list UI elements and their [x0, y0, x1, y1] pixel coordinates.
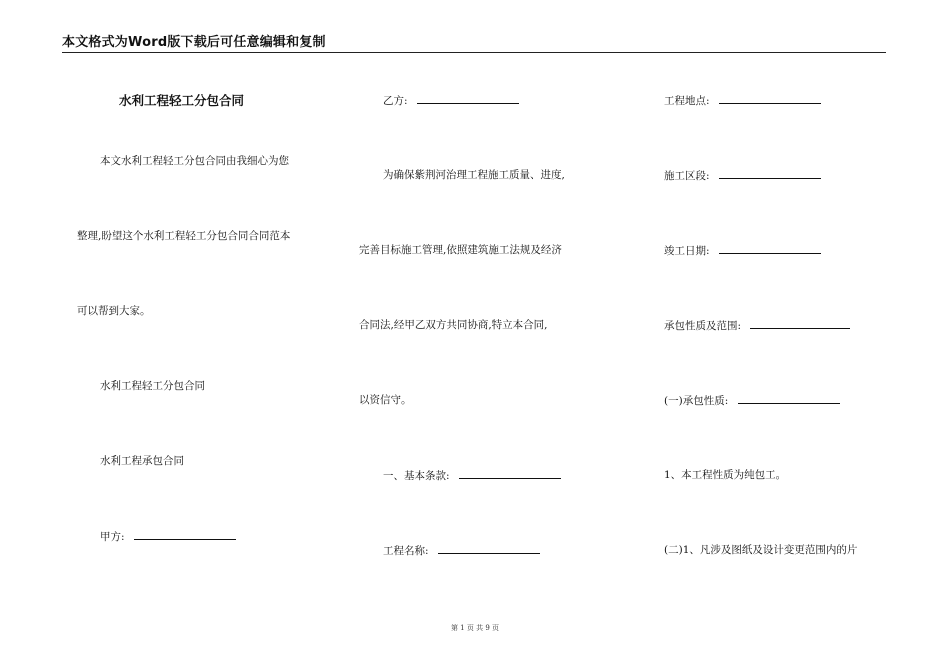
nature-scope-label: 承包性质及范围: — [664, 320, 742, 332]
basic-terms-line — [383, 468, 561, 483]
location-label: 工程地点: — [664, 95, 710, 107]
party-b-label: 乙方: — [383, 95, 408, 107]
intro-line-2: 整理,盼望这个水利工程轻工分包合同合同范本 — [77, 230, 291, 242]
party-a-label: 甲方: — [100, 531, 125, 543]
basic-terms-label: 一、基本条款: — [383, 470, 450, 482]
header-divider — [62, 52, 886, 53]
page-prefix: 第 — [450, 624, 458, 632]
party-a-line — [100, 529, 236, 544]
location-blank — [719, 93, 821, 104]
nature-scope-blank — [750, 318, 850, 329]
document-header: 本文格式为Word版下载后可任意编辑和复制 — [62, 35, 326, 50]
basic-terms-blank — [459, 468, 561, 479]
page-mid: 页 共 — [466, 624, 484, 632]
section-line — [664, 168, 821, 183]
project-name-label: 工程名称: — [383, 545, 429, 557]
intro-line-3: 可以帮到大家。 — [77, 305, 151, 317]
completion-label: 竣工日期: — [664, 245, 710, 257]
scope-item-1: (二)1、凡涉及图纸及设计变更范围内的片 — [664, 544, 858, 556]
subtitle-light-work: 水利工程轻工分包合同 — [100, 380, 205, 392]
purpose-line-2: 完善目标施工管理,依照建筑施工法规及经济 — [359, 244, 562, 256]
project-name-line — [383, 543, 540, 558]
subtitle-contract: 水利工程承包合同 — [100, 455, 184, 467]
page-total: 9 — [485, 624, 490, 632]
location-line — [664, 93, 821, 108]
completion-blank — [719, 243, 821, 254]
purpose-line-4: 以资信守。 — [359, 394, 412, 406]
page-suffix: 页 — [492, 624, 500, 632]
nature-label: (一)承包性质: — [664, 395, 729, 407]
project-name-blank — [438, 543, 540, 554]
page-footer — [0, 623, 950, 633]
nature-line — [664, 393, 840, 408]
party-b-blank — [417, 93, 519, 104]
nature-scope-line — [664, 318, 850, 333]
document-title: 水利工程轻工分包合同 — [119, 93, 245, 108]
party-b-line — [383, 93, 519, 108]
purpose-line-1: 为确保紫荆河治理工程施工质量、进度, — [383, 169, 565, 181]
nature-item-1: 1、本工程性质为纯包工。 — [664, 469, 787, 481]
completion-line — [664, 243, 821, 258]
section-blank — [719, 168, 821, 179]
party-a-blank — [134, 529, 236, 540]
section-label: 施工区段: — [664, 170, 710, 182]
page-current: 1 — [460, 624, 465, 632]
intro-line-1: 本文水利工程轻工分包合同由我细心为您 — [100, 155, 289, 167]
nature-blank — [738, 393, 840, 404]
purpose-line-3: 合同法,经甲乙双方共同协商,特立本合同, — [359, 319, 548, 331]
